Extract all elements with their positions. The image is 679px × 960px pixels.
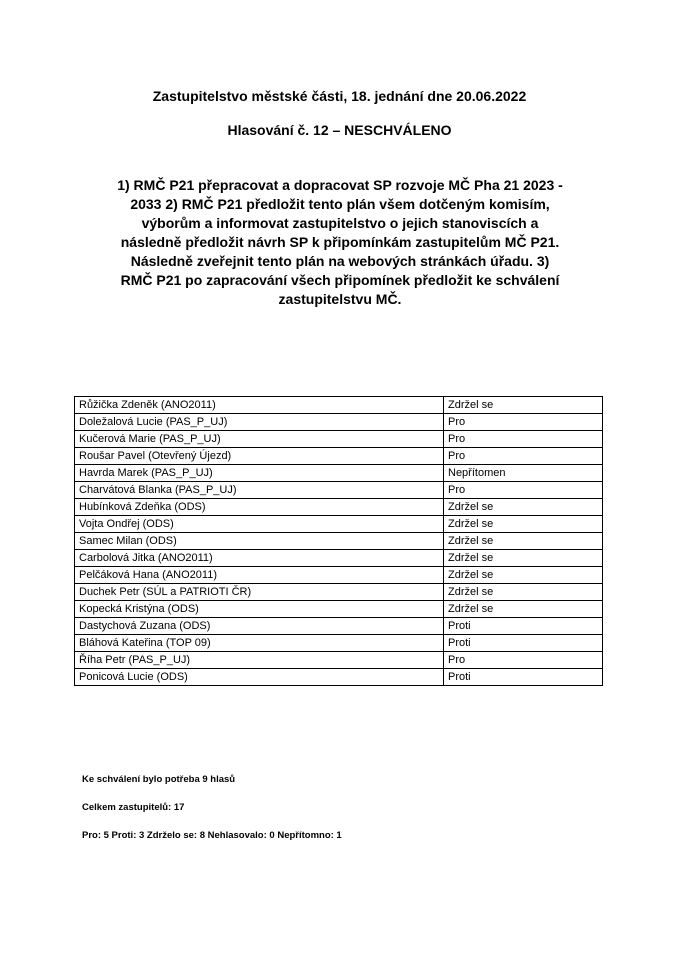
member-vote-cell: Nepřítomen bbox=[444, 465, 603, 482]
member-vote-cell: Pro bbox=[444, 448, 603, 465]
member-name-cell: Dastychová Zuzana (ODS) bbox=[75, 618, 444, 635]
table-row bbox=[75, 465, 603, 482]
member-name-cell: Kučerová Marie (PAS_P_UJ) bbox=[75, 431, 444, 448]
member-name-cell: Duchek Petr (SÚL a PATRIOTI ČR) bbox=[75, 584, 444, 601]
member-vote-cell: Pro bbox=[444, 482, 603, 499]
member-name-cell: Hubínková Zdeňka (ODS) bbox=[75, 499, 444, 516]
table-row bbox=[75, 499, 603, 516]
member-vote-cell: Pro bbox=[444, 431, 603, 448]
motion-line: výborům a informovat zastupitelstvo o jejich stanoviscích a bbox=[141, 215, 539, 231]
member-name-cell: Carbolová Jitka (ANO2011) bbox=[75, 550, 444, 567]
motion-line: RMČ P21 po zapracování všech připomínek předložit ke schválení bbox=[120, 272, 560, 288]
member-vote-cell: Proti bbox=[444, 618, 603, 635]
member-vote-cell: Proti bbox=[444, 635, 603, 652]
member-name-cell: Bláhová Kateřina (TOP 09) bbox=[75, 635, 444, 652]
table-row bbox=[75, 516, 603, 533]
motion-line: 2033 2) RMČ P21 předložit tento plán všem dotčeným komisím, bbox=[130, 196, 550, 212]
member-vote-cell: Zdržel se bbox=[444, 499, 603, 516]
member-name-cell: Samec Milan (ODS) bbox=[75, 533, 444, 550]
table-row bbox=[75, 567, 603, 584]
table-row bbox=[75, 482, 603, 499]
member-name-cell: Doležalová Lucie (PAS_P_UJ) bbox=[75, 414, 444, 431]
table-row bbox=[75, 618, 603, 635]
member-name-cell: Pelčáková Hana (ANO2011) bbox=[75, 567, 444, 584]
member-name-cell: Havrda Marek (PAS_P_UJ) bbox=[75, 465, 444, 482]
member-name-cell: Vojta Ondřej (ODS) bbox=[75, 516, 444, 533]
summary-result: Pro: 5 Proti: 3 Zdrželo se: 8 Nehlasovalo: 0 Nepřítomno: 1 bbox=[82, 830, 342, 841]
vote-heading: Hlasování č. 12 – NESCHVÁLENO bbox=[227, 122, 452, 138]
member-vote-cell: Zdržel se bbox=[444, 397, 603, 414]
motion-line: 1) RMČ P21 přepracovat a dopracovat SP rozvoje MČ Pha 21 2023 - bbox=[117, 177, 563, 193]
table-row bbox=[75, 550, 603, 567]
member-vote-cell: Zdržel se bbox=[444, 601, 603, 618]
table-row bbox=[75, 448, 603, 465]
member-vote-cell: Zdržel se bbox=[444, 584, 603, 601]
table-row bbox=[75, 601, 603, 618]
motion-line: zastupitelstvu MČ. bbox=[278, 291, 402, 307]
member-vote-cell: Zdržel se bbox=[444, 567, 603, 584]
motion-text bbox=[82, 176, 598, 309]
table-row bbox=[75, 635, 603, 652]
member-name-cell: Ponicová Lucie (ODS) bbox=[75, 669, 444, 686]
member-name-cell: Kopecká Kristýna (ODS) bbox=[75, 601, 444, 618]
table-row bbox=[75, 652, 603, 669]
member-vote-cell: Pro bbox=[444, 414, 603, 431]
member-vote-cell: Zdržel se bbox=[444, 533, 603, 550]
member-name-cell: Růžička Zdeněk (ANO2011) bbox=[75, 397, 444, 414]
member-vote-cell: Pro bbox=[444, 652, 603, 669]
table-row bbox=[75, 669, 603, 686]
motion-line: Následně zveřejnit tento plán na webových stránkách úřadu. 3) bbox=[130, 253, 550, 269]
summary-total-members: Celkem zastupitelů: 17 bbox=[82, 802, 185, 813]
votes-table bbox=[74, 396, 603, 686]
table-row bbox=[75, 414, 603, 431]
table-row bbox=[75, 431, 603, 448]
member-vote-cell: Proti bbox=[444, 669, 603, 686]
member-name-cell: Říha Petr (PAS_P_UJ) bbox=[75, 652, 444, 669]
member-vote-cell: Zdržel se bbox=[444, 516, 603, 533]
table-row bbox=[75, 397, 603, 414]
motion-line: následně předložit návrh SP k připomínkám zastupitelům MČ P21. bbox=[120, 234, 560, 250]
member-name-cell: Charvátová Blanka (PAS_P_UJ) bbox=[75, 482, 444, 499]
member-name-cell: Roušar Pavel (Otevřený Újezd) bbox=[75, 448, 444, 465]
summary-required-votes: Ke schválení bylo potřeba 9 hlasů bbox=[82, 774, 236, 785]
session-heading: Zastupitelstvo městské části, 18. jednání dne 20.06.2022 bbox=[152, 88, 527, 104]
member-vote-cell: Zdržel se bbox=[444, 550, 603, 567]
table-row bbox=[75, 533, 603, 550]
table-row bbox=[75, 584, 603, 601]
